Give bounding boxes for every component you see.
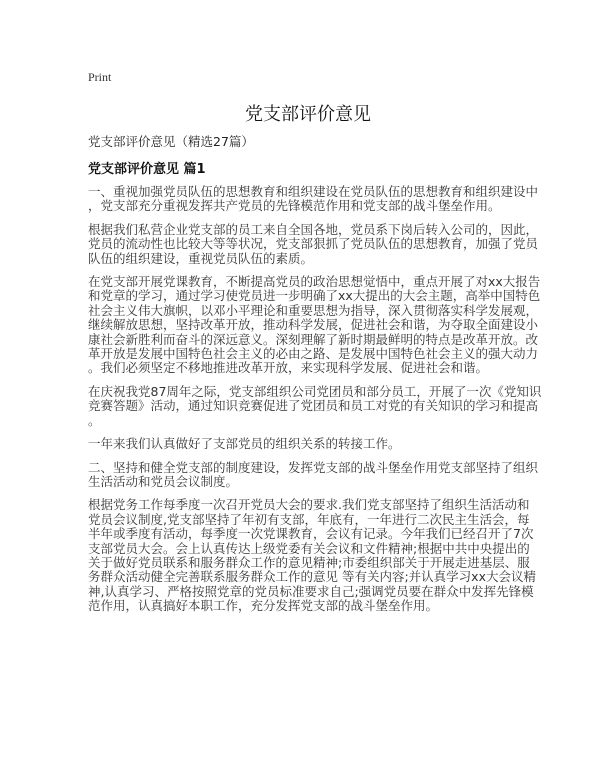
paragraph-line: 半年或季度有活动，每季度一次党课教育，会议有记录。今年我们已经召开了7次 xyxy=(88,526,534,542)
paragraph-line: 党员的流动性也比较大等等状况，党支部狠抓了党员队伍的思想教育，加强了党员 xyxy=(88,236,539,252)
document-body xyxy=(88,184,542,614)
paragraph xyxy=(88,383,542,428)
paragraph-line: 竞赛答题》活动，通过知识竞赛促进了党团员和员工对党的有关知识的学习和提高 xyxy=(88,398,539,414)
document-subtitle: 党支部评价意见（精选27篇） xyxy=(88,134,254,149)
paragraph-line: 康社会新胜利而奋斗的深远意义。深刻理解了新时期最鲜明的特点是改革开放。改 xyxy=(88,331,539,347)
paragraph-line: 一年来我们认真做好了支部党员的组织关系的转接工作。 xyxy=(88,436,401,452)
paragraph-line: 范作用，认真搞好本职工作，充分发挥党支部的战斗堡垒作用。 xyxy=(88,598,439,614)
document-page xyxy=(88,70,542,614)
paragraph-line: 神,认真学习、严格按照党章的党员标准要求自己;强调党员要在群众中发挥先锋模 xyxy=(88,583,534,599)
paragraph-line: 革开放是发展中国特色社会主义的必由之路、是发展中国特色社会主义的强大动力 xyxy=(88,346,539,362)
paragraph xyxy=(88,459,539,490)
paragraph-line: 继续解放思想，坚持改革开放，推动科学发展，促进社会和谐，为夺取全面建设小 xyxy=(88,317,539,333)
paragraph-line: 二、坚持和健全党支部的制度建设，发挥党支部的战斗堡垒作用党支部坚持了组织 xyxy=(88,459,539,475)
paragraph xyxy=(88,437,528,451)
paragraph-line: 社会主义伟大旗帜，以邓小平理论和重要思想为指导，深入贯彻落实科学发展观， xyxy=(88,302,539,318)
paragraph-line: 队伍的组织建设，重视党员队伍的素质。 xyxy=(88,250,314,266)
paragraph-line: 党员会议制度,党支部坚持了年初有支部，年底有，一年进行二次民主生活会，每 xyxy=(88,511,530,527)
paragraph-line: 一、重视加强党员队伍的思想教育和组织建设在党员队伍的思想教育和组织建设中 xyxy=(88,184,539,199)
paragraph xyxy=(88,184,539,214)
document-title: 党支部评价意见 xyxy=(245,104,371,125)
paragraph-line: 关于做好党员联系和服务群众工作的意见精神;市委组织部关于开展走进基层、服 xyxy=(88,554,530,570)
paragraph-line: 。我们必须坚定不移地推进改革开放，来实现科学发展、促进社会和谐。 xyxy=(88,360,489,376)
paragraph-line: ，党支部充分重视发挥共产党员的先锋模范作用和党支部的战斗堡垒作用。 xyxy=(88,198,501,214)
paragraph-line: 根据党务工作每季度一次召开党员大会的要求.我们党支部坚持了组织生活活动和 xyxy=(88,497,530,513)
paragraph-line: 和党章的学习，通过学习使党员进一步明确了xx大提出的大会主题，高举中国特色 xyxy=(88,288,541,304)
paragraph xyxy=(88,274,541,376)
paragraph-line: 根据我们私营企业党支部的员工来自全国各地，党员系下岗后转入公司的，因此， xyxy=(88,221,539,237)
paragraph xyxy=(88,497,536,614)
paragraph-line: 生活活动和党员会议制度。 xyxy=(88,473,239,489)
paragraph-line: 支部党员大会。会上认真传达上级党委有关会议和文件精神;根据中共中央提出的 xyxy=(88,540,530,556)
paragraph-line: 务群众活动健全完善联系服务群众工作的意见 等有关内容;并认真学习xx大会议精 xyxy=(88,569,536,585)
paragraph-line: 在庆祝我党87周年之际，党支部组织公司党团员和部分员工，开展了一次《党知识 xyxy=(88,383,542,399)
section-heading: 党支部评价意见 篇1 xyxy=(88,162,206,177)
paragraph-line: 在党支部开展党课教育，不断提高党员的政治思想觉悟中，重点开展了对xx大报告 xyxy=(88,274,541,290)
print-label[interactable]: Print xyxy=(88,70,112,84)
paragraph xyxy=(88,221,539,266)
paragraph-line: 。 xyxy=(88,412,101,428)
